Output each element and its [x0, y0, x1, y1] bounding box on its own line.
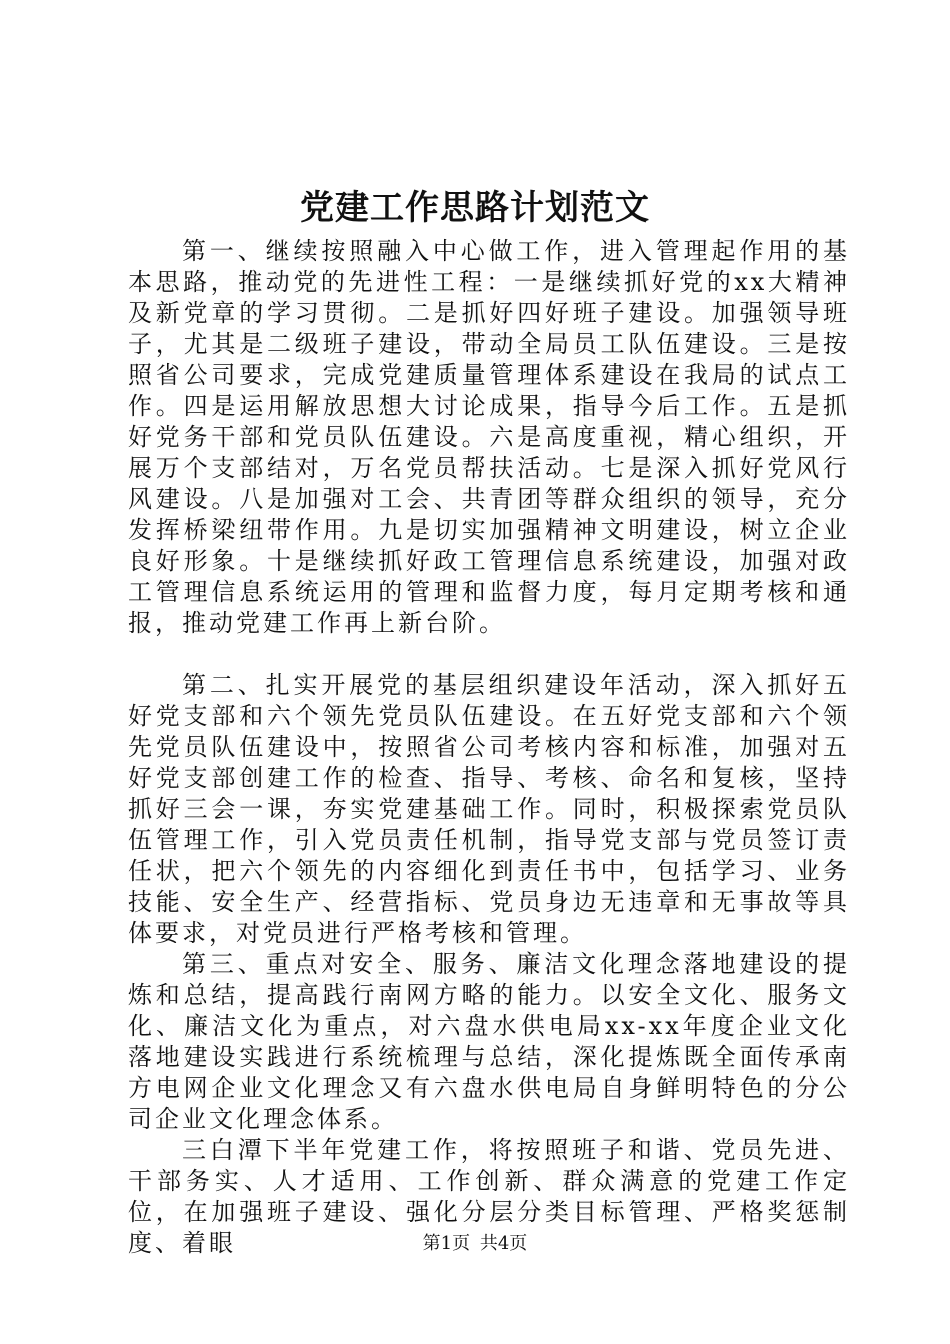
page-number: 第1页 — [422, 1233, 471, 1254]
paragraph-3: 第三、重点对安全、服务、廉洁文化理念落地建设的提炼和总结，提高践行南网方略的能力。以安全文化、服务文化、廉洁文化为重点，对六盘水供电局xx-xx年度企业文化落地建设实践进行系统梳理与总结，深化提炼既全面传承南方电网企业文化理念又有六盘水供电局自身鲜明特色的分公司企业文化理念体系。 — [128, 950, 850, 1133]
paragraph-2: 第二、扎实开展党的基层组织建设年活动，深入抓好五好党支部和六个领先党员队伍建设。在五好党支部和六个领先党员队伍建设中，按照省公司考核内容和标准，加强对五好党支部创建工作的检查、指导、考核、命名和复核，坚持抓好三会一课，夯实党建基础工作。同时，积极探索党员队伍管理工作，引入党员责任机制，指导党支部与党员签订责任状，把六个领先的内容细化到责任书中，包括学习、业务技能、安全生产、经营指标、党员身边无违章和无事故等具体要求，对党员进行严格考核和管理。 — [128, 671, 850, 947]
document-title: 党建工作思路计划范文 — [300, 188, 650, 228]
page-total: 共4页 — [479, 1233, 528, 1254]
page-footer — [0, 1232, 950, 1256]
paragraph-1: 第一、继续按照融入中心做工作，进入管理起作用的基本思路，推动党的先进性工程：一是继续抓好党的xx大精神及新党章的学习贯彻。二是抓好四好班子建设。加强领导班子，尤其是二级班子建设，带动全局员工队伍建设。三是按照省公司要求，完成党建质量管理体系建设在我局的试点工作。四是运用解放思想大讨论成果，指导今后工作。五是抓好党务干部和党员队伍建设。六是高度重视，精心组织，开展万个支部结对，万名党员帮扶活动。七是深入抓好党风行风建设。八是加强对工会、共青团等群众组织的领导，充分发挥桥梁纽带作用。九是切实加强精神文明建设，树立企业良好形象。十是继续抓好政工管理信息系统建设，加强对政工管理信息系统运用的管理和监督力度，每月定期考核和通报，推动党建工作再上新台阶。 — [128, 237, 850, 637]
paragraph-4: 三白潭下半年党建工作，将按照班子和谐、党员先进、干部务实、人才适用、工作创新、群众满意的党建工作定位，在加强班子建设、强化分层分类目标管理、严格奖惩制度、着眼 — [128, 1136, 850, 1257]
document-body — [128, 236, 850, 1259]
